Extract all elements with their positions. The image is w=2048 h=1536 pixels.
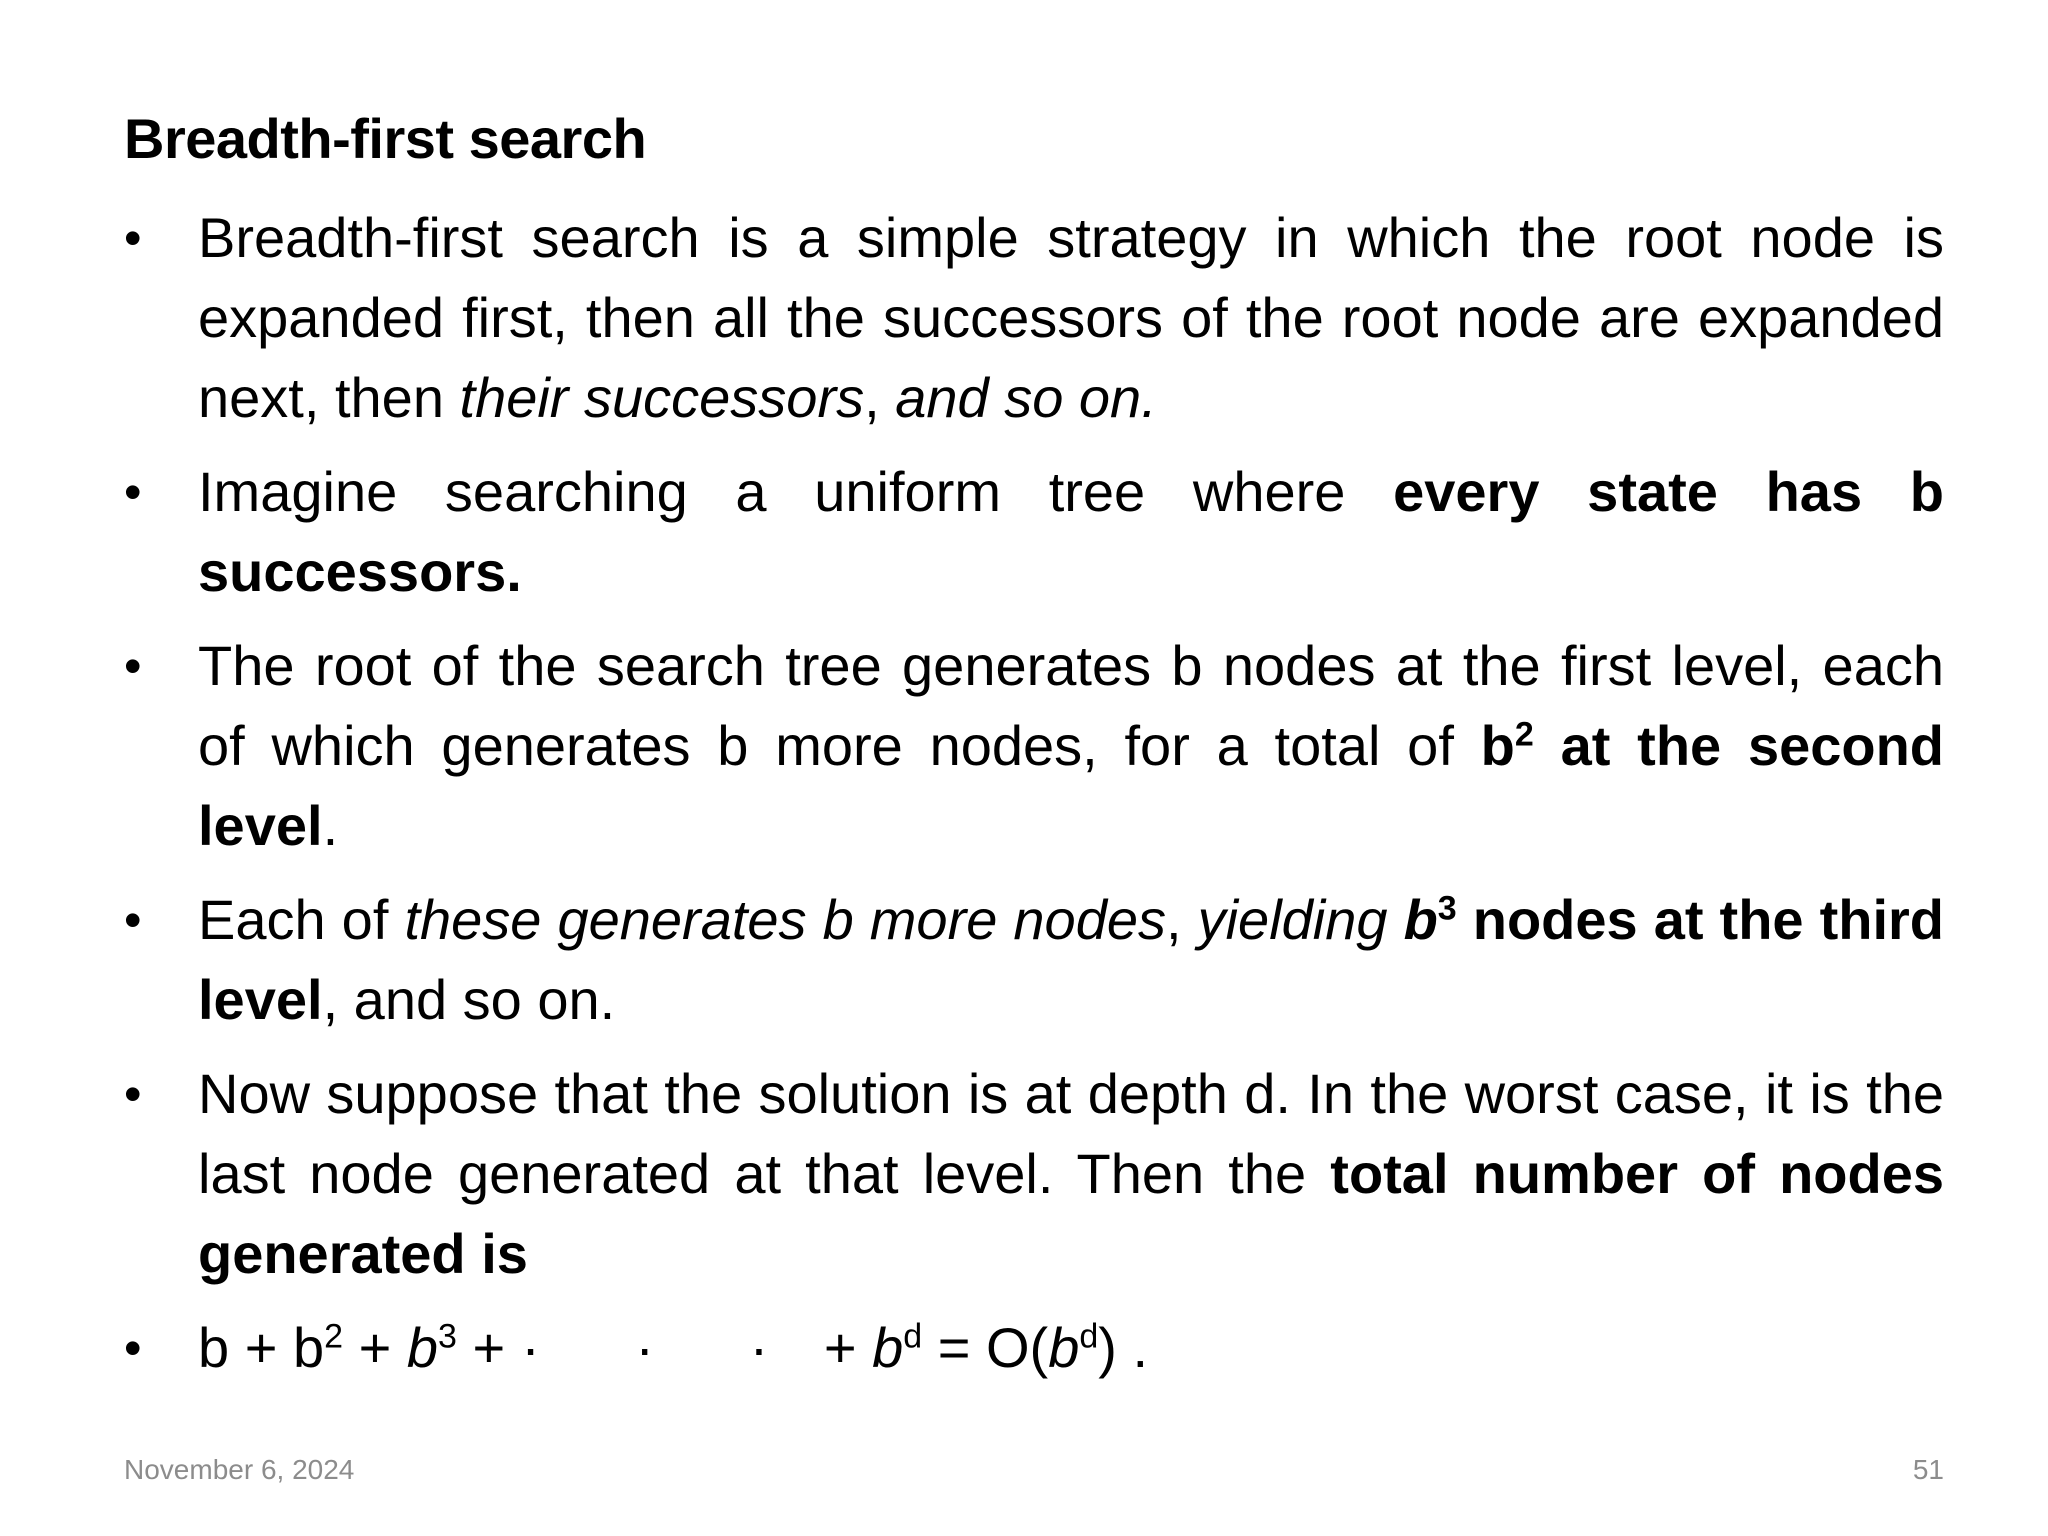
superscript: 2 — [324, 1317, 344, 1356]
bullet-icon: • — [124, 464, 142, 520]
equation-text: = O( — [922, 1316, 1049, 1379]
page-number: 51 — [1912, 1454, 1944, 1485]
bold-italic-base: b — [1403, 888, 1438, 951]
bullet-text: , and so on. — [322, 968, 616, 1031]
equation-text: + — [343, 1316, 407, 1379]
bullet-bold-text: total number of nodes generated is — [198, 1142, 1945, 1285]
superscript: 3 — [1437, 889, 1457, 928]
bullet-text: Now suppose that the solution is at depth d. In the worst case, it is the last node generated at that level. Then the — [198, 1062, 1944, 1205]
bullet-icon: • — [124, 1066, 142, 1122]
bold-tail: at the second level — [198, 714, 1944, 857]
footer-date: November 6, 2024 — [124, 1454, 355, 1485]
slide-title: Breadth-first search — [124, 107, 647, 170]
bold-tail: nodes at the third level — [198, 888, 1944, 1031]
superscript: 3 — [438, 1317, 457, 1356]
bullet-italic-text: their successors — [459, 366, 865, 429]
bullet-item — [124, 880, 1944, 1040]
bullet-text: . — [322, 794, 339, 857]
bullet-icon: • — [124, 210, 142, 266]
equation-italic: b — [1048, 1316, 1080, 1379]
bullet-text: Breadth-first search is a simple strategy in which the root node is expanded first, then all the successors of the root node are expanded next, then — [198, 206, 1944, 429]
bullet-italic-text: yielding — [1197, 888, 1404, 951]
bullet-list — [124, 198, 1944, 1402]
bullet-text: , — [864, 366, 896, 429]
bullet-text: The root of the search tree generates b nodes at the first level, each of which generates b more nodes, for a total of — [198, 634, 1944, 777]
superscript: d — [1079, 1317, 1099, 1356]
bold-base: b — [1480, 714, 1515, 777]
ellipsis-dots: · · · — [521, 1316, 809, 1379]
bullet-item — [124, 1054, 1944, 1294]
bullet-text: Imagine searching a uniform tree where — [198, 460, 1394, 523]
bullet-item — [124, 198, 1944, 438]
bullet-text: Each of — [198, 888, 405, 951]
bullet-icon: • — [124, 638, 142, 694]
bullet-italic-text: these generates b more nodes — [404, 888, 1166, 951]
bullet-italic-text: and so on. — [895, 366, 1157, 429]
equation-text: + — [808, 1316, 873, 1379]
bullet-item — [124, 626, 1944, 866]
bullet-item-equation — [124, 1308, 1944, 1388]
equation-text: b + b — [198, 1316, 325, 1379]
equation-italic: b — [872, 1316, 904, 1379]
bullet-text: , — [1166, 888, 1198, 951]
equation-italic: b — [406, 1316, 439, 1379]
equation-text: + — [456, 1316, 506, 1379]
bullet-item — [124, 452, 1944, 612]
superscript: 2 — [1514, 715, 1534, 754]
bullet-bold-text: every state has b successors. — [198, 460, 1944, 603]
superscript: d — [903, 1317, 923, 1356]
bullet-icon: • — [124, 1320, 142, 1376]
equation-text: ) . — [1098, 1316, 1149, 1379]
bullet-icon: • — [124, 892, 142, 948]
